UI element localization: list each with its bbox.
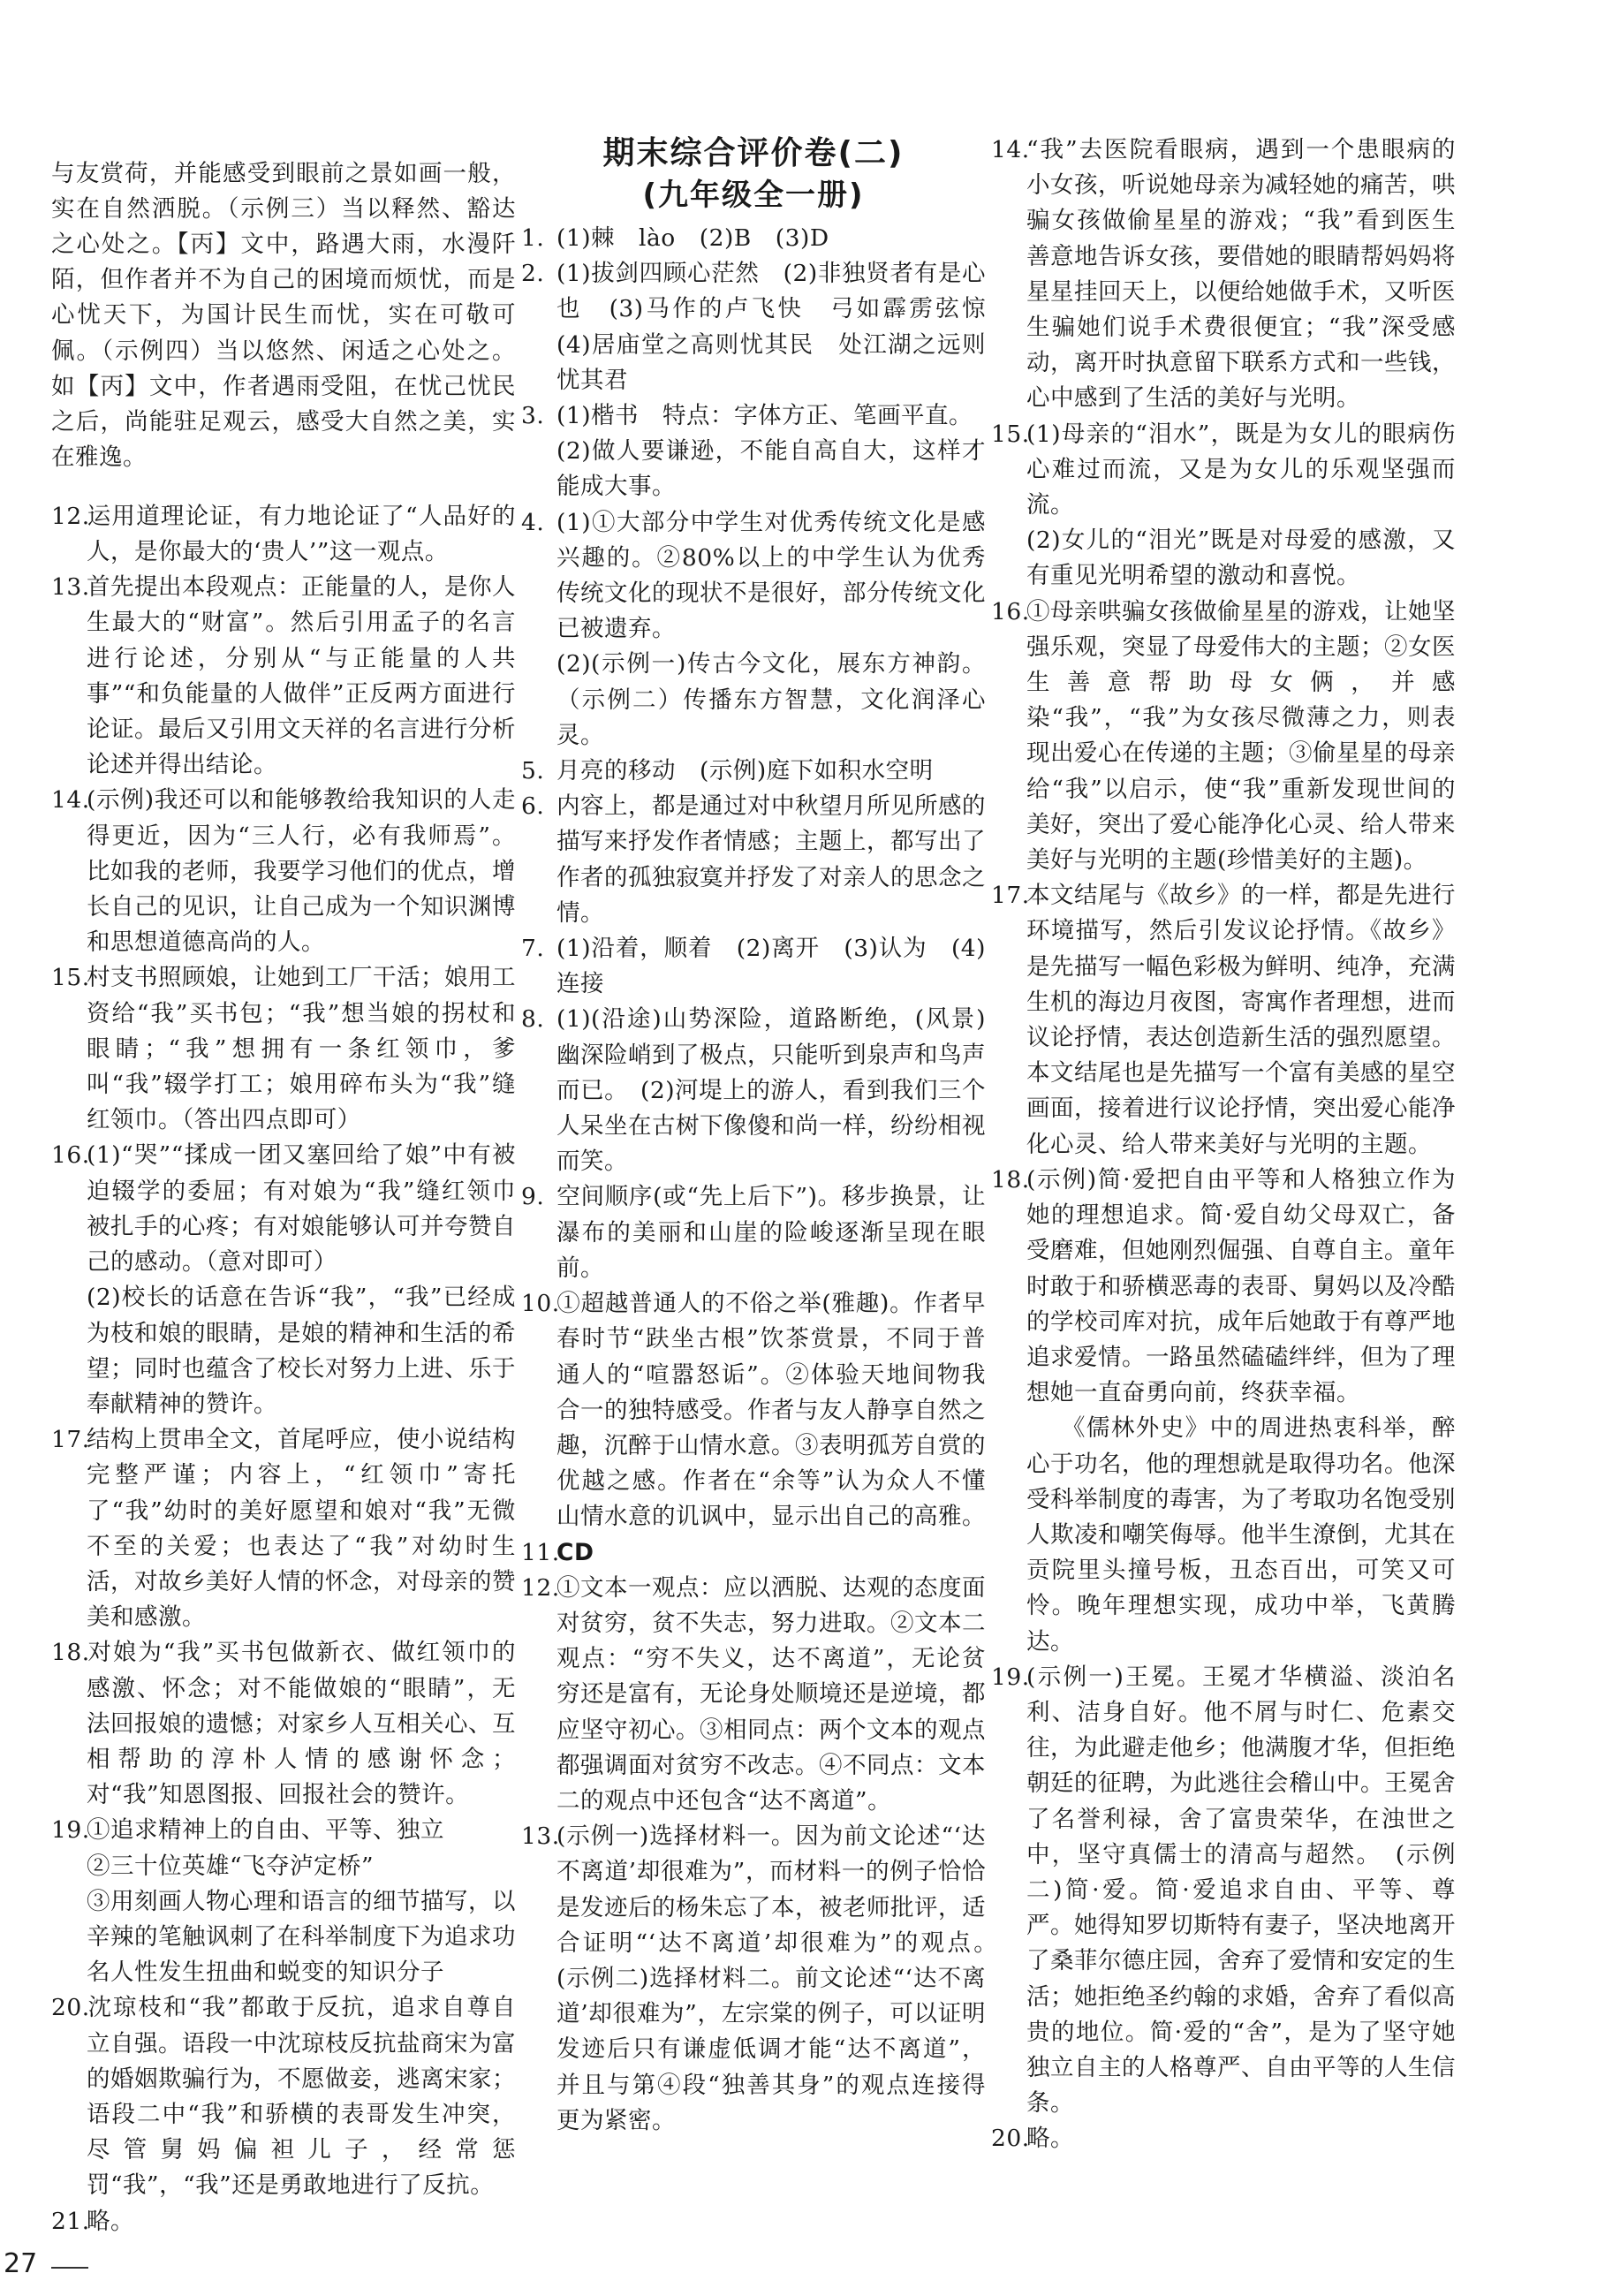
answer-number: 3. bbox=[521, 402, 545, 430]
answer-number: 17. bbox=[991, 882, 1030, 910]
answer-text: (示例)简·爱把自由平等和人格独立作为她的理想追求。简·爱自幼父母双亡，备受磨难，但她刚烈倔强、自尊自主。童年时敢于和骄横恶毒的表哥、舅妈以及冷酷的学校司库对抗，成年后她敢于有尊严地追求爱情。一路虽然磕磕绊绊，但为了理想她一直奋勇向前，终获幸福。 bbox=[1026, 1165, 1456, 1407]
answer-item bbox=[991, 1163, 1456, 1411]
answer-item bbox=[521, 221, 986, 256]
answer-text: 对娘为“我”买书包做新衣、做红领巾的感激、怀念；对不能做娘的“眼睛”，无法回报娘的遗憾；对家乡人互相关心、互相帮助的淳朴人情的感谢怀念；对“我”知恩图报、回报社会的赞许。 bbox=[87, 1639, 516, 1809]
answer-subitem: (2)校长的话意在告诉“我”，“我”已经成为枝和娘的眼睛，是娘的精神和生活的希望；同时也蕴含了校长对努力上进、乐于奉献精神的赞许。 bbox=[87, 1284, 516, 1418]
page-number: 27 bbox=[4, 2248, 38, 2279]
answer-number: 13. bbox=[521, 1822, 560, 1851]
answer-item bbox=[521, 754, 986, 789]
answer-column-middle bbox=[521, 133, 1010, 2139]
answer-text: (1)棘 lào (2)B (3)D bbox=[556, 224, 829, 252]
answer-text: 运用道理论证，有力地论证了“人品好的人，是你最大的‘贵人’”这一观点。 bbox=[87, 502, 516, 566]
answer-text: 月亮的移动 (示例)庭下如积水空明 bbox=[556, 757, 934, 785]
answer-item bbox=[991, 133, 1456, 417]
answer-item bbox=[51, 499, 516, 570]
answer-number: 1. bbox=[521, 224, 545, 252]
answer-item bbox=[521, 1179, 986, 1286]
answer-number: 13. bbox=[51, 573, 90, 602]
answer-item bbox=[51, 1422, 516, 1635]
answer-text: ①超越普通人的不俗之举(雅趣)。作者早春时节“趺坐古根”饮茶赏景，不同于普通人的“喧嚣怒诟”。②体验天地间物我合一的独特感受。作者与友人静享自然之趣，沉醉于山情水意。③表明孤芳自赏的优越之感。作者在“余等”认为众人不懂山情水意的讥讽中，显示出自己的高雅。 bbox=[556, 1290, 986, 1531]
answer-number: 14. bbox=[51, 786, 90, 815]
answer-item bbox=[521, 505, 986, 648]
answer-number: 5. bbox=[521, 757, 545, 785]
answer-subitem: 《儒林外史》中的周进热衷科举，醉心于功名，他的理想就是取得功名。他深受科举制度的毒害，为了考取功名饱受别人欺凌和嘲笑侮辱。他半生潦倒，尤其在贡院里头撞号板，丑态百出，可笑又可怜。晚年理想实现，成功中举，飞黄腾达。 bbox=[1026, 1414, 1456, 1656]
exam-subtitle: (九年级全一册) bbox=[642, 178, 865, 213]
answer-item bbox=[521, 1571, 986, 1819]
answer-number: 12. bbox=[521, 1573, 560, 1602]
answer-item bbox=[521, 1819, 1010, 2139]
answer-text: 内容上，都是通过对中秋望月所见所感的描写来抒发作者情感；主题上，都写出了作者的孤独寂寞并抒发了对亲人的思念之情。 bbox=[556, 792, 986, 927]
answer-item bbox=[51, 1990, 516, 2203]
answer-list-middle bbox=[521, 221, 1010, 2139]
answer-subitem: ②三十位英雄“飞夺泸定桥” bbox=[87, 1852, 375, 1880]
answer-number: 15. bbox=[991, 420, 1030, 448]
answer-item bbox=[991, 878, 1456, 1163]
answer-text: ①母亲哄骗女孩做偷星星的游戏，让她坚强乐观，突显了母爱伟大的主题；②女医生善意帮助母女俩，并感染“我”，“我”为女孩尽微薄之力，则表现出爱心在传递的主题；③偷星星的母亲给“我”以启示，使“我”重新发现世间的美好，突出了爱心能净化心灵、给人带来美好与光明的主题(珍惜美好的主题)。 bbox=[1026, 597, 1456, 875]
answer-number: 17. bbox=[51, 1426, 90, 1454]
answer-item bbox=[991, 417, 1456, 524]
answer-text: (1)拔剑四顾心茫然 (2)非独贤者有是心也 (3)马作的卢飞快 弓如霹雳弦惊 (4)居庙堂之高则忧其民 处江湖之远则忧其君 bbox=[556, 260, 1010, 394]
answer-text: 略。 bbox=[1026, 2125, 1074, 2153]
answer-number: 15. bbox=[51, 964, 90, 992]
answer-number: 8. bbox=[521, 1005, 545, 1034]
answer-item bbox=[991, 595, 1456, 879]
answer-text: 村支书照顾娘，让她到工厂干活；娘用工资给“我”买书包；“我”想当娘的拐杖和眼睛；“我”想拥有一条红领巾，爹叫“我”辍学打工；娘用碎布头为“我”缝红领巾。（答出四点即可） bbox=[87, 964, 516, 1134]
answer-subitem: (2)女儿的“泪光”既是对母爱的感激，又有重见光明希望的激动和喜悦。 bbox=[1026, 527, 1456, 590]
answer-number: 19. bbox=[51, 1816, 90, 1845]
answer-number: 20. bbox=[991, 2125, 1030, 2153]
answer-item bbox=[521, 256, 1010, 398]
answer-number: 20. bbox=[51, 1994, 90, 2022]
answer-text: (1)“哭”“揉成一团又塞回给了娘”中有被迫辍学的委屈；有对娘为“我”缝红领巾被扎手的心疼；有对娘能够认可并夸赞自己的感动。（意对即可） bbox=[87, 1141, 516, 1277]
answer-number: 11. bbox=[521, 1538, 560, 1566]
answer-item bbox=[991, 2121, 1456, 2156]
answer-number: 7. bbox=[521, 935, 545, 963]
answer-number: 9. bbox=[521, 1183, 545, 1211]
answer-text: CD bbox=[556, 1538, 594, 1566]
answer-item bbox=[51, 1813, 516, 1848]
answer-number: 19. bbox=[991, 1663, 1030, 1691]
answer-text: ①追求精神上的自由、平等、独立 bbox=[87, 1816, 444, 1845]
answer-text: 本文结尾与《故乡》的一样，都是先进行环境描写，然后引发议论抒情。《故乡》是先描写一幅色彩极为鲜明、纯净，充满生机的海边月夜图，寄寓作者理想，进而议论抒情，表达创造新生活的强烈愿望。本文结尾也是先描写一个富有美感的星空画面，接着进行议论抒情，突出爱心能净化心灵、给人带来美好与光明的主题。 bbox=[1026, 882, 1456, 1158]
answer-text: (1)楷书 特点：字体方正、笔画平直。 bbox=[556, 402, 973, 430]
footer-rule bbox=[51, 2267, 88, 2269]
answer-number: 2. bbox=[521, 260, 545, 288]
answer-item bbox=[51, 1635, 516, 1813]
answer-number: 21. bbox=[51, 2207, 90, 2235]
answer-continuation: 与友赏荷，并能感受到眼前之景如画一般，实在自然洒脱。（示例三）当以释然、豁达之心处之。【丙】文中，路遇大雨，水漫阡陌，但作者并不为自己的困境而烦忧，而是心忧天下，为国计民生而忧，实在可敬可佩。（示例四）当以悠然、闲适之心处之。如【丙】文中，作者遇雨受阻，在忧己忧民之后，尚能驻足观云，感受大自然之美，实在雅逸。 bbox=[51, 159, 516, 472]
answer-text: 结构上贯串全文，首尾呼应，使小说结构完整严谨；内容上，“红领巾”寄托了“我”幼时的美好愿望和娘对“我”无微不至的关爱；也表达了“我”对幼时生活，对故乡美好人情的怀念，对母亲的赞美和感激。 bbox=[87, 1426, 516, 1632]
answer-subitem: (2)做人要谦逊，不能自高自大，这样才能成大事。 bbox=[556, 437, 986, 501]
answer-text: “我”去医院看眼病，遇到一个患眼病的小女孩，听说她母亲为减轻她的痛苦，哄骗女孩做偷星星的游戏；“我”看到医生善意地告诉女孩，要借她的眼睛帮妈妈将星星挂回天上，以便给她做手术，又听医生骗她们说手术费很便宜；“我”深受感动，离开时执意留下联系方式和一些钱，心中感到了生活的美好与光明。 bbox=[1026, 136, 1456, 413]
answer-text: (示例一)王冕。王冕才华横溢、淡泊名利、洁身自好。他不屑与时仁、危素交往，为此避走他乡；他满腹才华，但拒绝朝廷的征聘，为此逃往会稽山中。王冕舍了名誉利禄，舍了富贵荣华，在浊世之中，坚守真儒士的清高与超然。 (示例二)简·爱。简·爱追求自由、平等、尊严。她得知罗切斯特有妻子，坚决地离开了桑菲尔德庄园，舍弃了爱情和安定的生活；她拒绝圣约翰的求婚，舍弃了看似高贵的地位。简·爱的“舍”，是为了坚守她独立自主的人格尊严、自由平等的人生信条。 bbox=[1026, 1663, 1456, 2118]
answer-text: (1)①大部分中学生对优秀传统文化是感兴趣的。②80%以上的中学生认为优秀传统文化的现状不是很好，部分传统文化已被遗弃。 bbox=[556, 508, 986, 643]
answer-number: 14. bbox=[991, 136, 1030, 163]
answer-number: 18. bbox=[51, 1639, 90, 1667]
answer-item bbox=[51, 1138, 516, 1280]
answer-subitem: ③用刻画人物心理和语言的细节描写，以辛辣的笔触讽刺了在科举制度下为追求功名人性发生扭曲和蜕变的知识分子 bbox=[87, 1887, 516, 1987]
answer-column-right bbox=[991, 133, 1456, 2157]
answer-item bbox=[51, 783, 516, 960]
answer-item bbox=[521, 931, 986, 1002]
answer-number: 4. bbox=[521, 508, 545, 536]
answer-text: 沈琼枝和“我”都敢于反抗，追求自尊自立自强。语段一中沈琼枝反抗盐商宋为富的婚姻欺骗行为，不愿做妾，逃离宋家；语段二中“我”和骄横的表哥发生冲突，尽管舅妈偏袒儿子，经常惩罚“我”，“我”还是勇敢地进行了反抗。 bbox=[87, 1994, 516, 2200]
answer-item bbox=[521, 398, 986, 434]
answer-text: 空间顺序(或“先上后下”)。移步换景，让瀑布的美丽和山崖的险峻逐渐呈现在眼前。 bbox=[556, 1183, 986, 1282]
exam-title: 期末综合评价卷(二) bbox=[602, 135, 905, 171]
answer-subitem: (2)(示例一)传古今文化，展东方神韵。（示例二）传播东方智慧，文化润泽心灵。 bbox=[556, 650, 986, 749]
answer-number: 10. bbox=[521, 1290, 560, 1318]
answer-text: 略。 bbox=[87, 2207, 134, 2235]
answer-text: (1)母亲的“泪水”，既是为女儿的眼病伤心难过而流，又是为女儿的乐观坚强而流。 bbox=[1026, 420, 1456, 519]
answer-number: 16. bbox=[51, 1141, 90, 1170]
answer-text: ①文本一观点：应以洒脱、达观的态度面对贫穷，贫不失志，努力进取。②文本二观点：“穷不失义，达不离道”，无论贫穷还是富有，无论身处顺境还是逆境，都应坚守初心。③相同点：两个文本的观点都强调面对贫穷不改志。④不同点：文本二的观点中还包含“达不离道”。 bbox=[556, 1573, 986, 1815]
answer-number: 16. bbox=[991, 597, 1030, 625]
answer-text: (示例一)选择材料一。因为前文论述“‘达不离道’却很难为”，而材料一的例子恰恰是发迹后的杨朱忘了本，被老师批评，适合证明“‘达不离道’却很难为”的观点。 (示例二)选择材料二。前文论述“‘达不离道’却很难为”，左宗棠的例子，可以证明发迹后只有谦虚低调才能“达不离道”，并且与第④段“独善其身”的观点连接得更为紧密。 bbox=[556, 1822, 1010, 2134]
answer-number: 18. bbox=[991, 1165, 1030, 1193]
answer-text: (示例)我还可以和能够教给我知识的人走得更近，因为“三人行，必有我师焉”。比如我的老师，我要学习他们的优点，增长自己的见识，让自己成为一个知识渊博和思想道德高尚的人。 bbox=[87, 786, 516, 957]
answer-number: 12. bbox=[51, 502, 90, 530]
answer-item bbox=[521, 1286, 986, 1534]
answer-item bbox=[521, 1002, 986, 1179]
answer-item bbox=[51, 2204, 516, 2239]
answer-text: (1)沿着，顺着 (2)离开 (3)认为 (4)连接 bbox=[556, 935, 986, 998]
answer-number: 6. bbox=[521, 792, 545, 821]
answer-text: 首先提出本段观点：正能量的人，是你人生最大的“财富”。然后引用孟子的名言进行论述，分别从“与正能量的人共事”“和负能量的人做伴”正反两方面进行论证。最后又引用文天祥的名言进行分析论述并得出结论。 bbox=[87, 573, 516, 779]
answer-column-left bbox=[51, 133, 516, 2239]
answer-item bbox=[51, 570, 516, 783]
answer-item bbox=[521, 1535, 986, 1571]
answer-item bbox=[991, 1660, 1456, 2122]
answer-item bbox=[51, 960, 516, 1138]
answer-text: (1)(沿途)山势深险，道路断绝，(风景)幽深险峭到了极点，只能听到泉声和鸟声而已。 (2)河堤上的游人，看到我们三个人呆坐在古树下像傻和尚一样，纷纷相视而笑。 bbox=[556, 1005, 986, 1176]
answer-item bbox=[521, 789, 986, 931]
